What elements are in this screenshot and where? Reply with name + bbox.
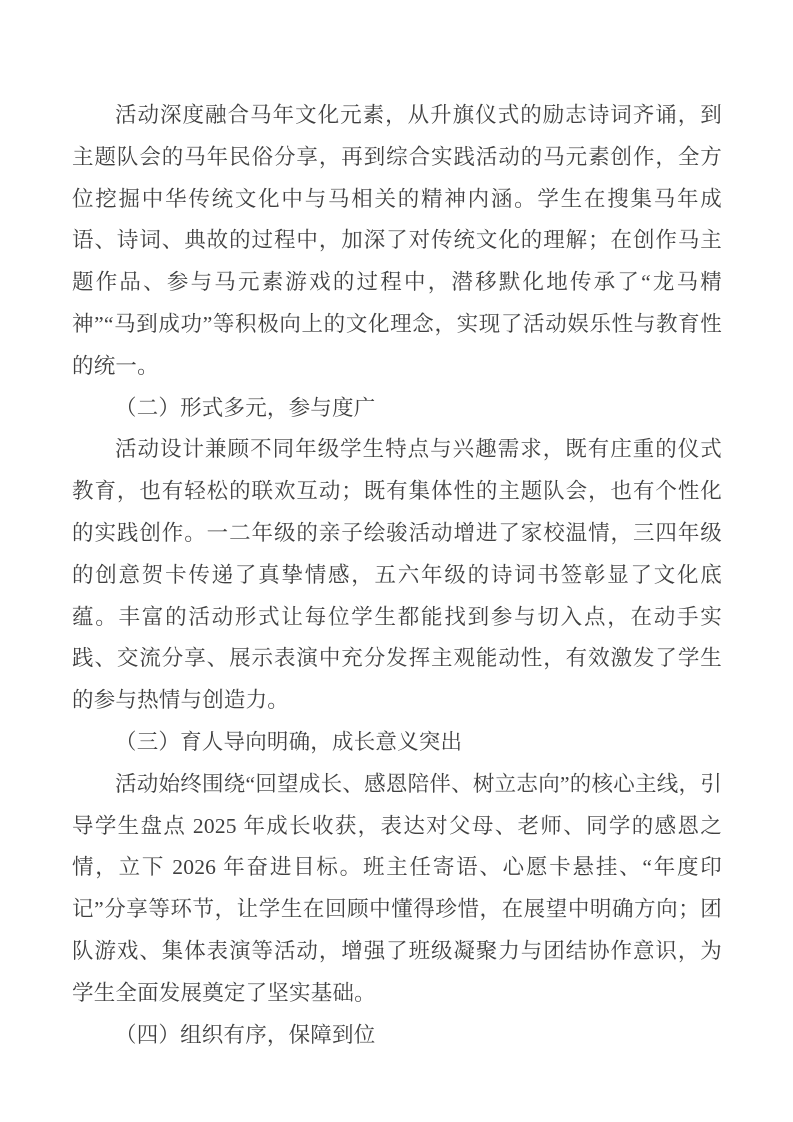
body-paragraph: 活动深度融合马年文化元素，从升旗仪式的励志诗词齐诵，到主题队会的马年民俗分享，再到综合实践活动的马元素创作，全方位挖掘中华传统文化中与马相关的精神内涵。学生在搜集马年成语、诗词、典故的过程中，加深了对传统文化的理解；在创作马主题作品、参与马元素游戏的过程中，潜移默化地传承了“龙马精神”“马到成功”等积极向上的文化理念，实现了活动娱乐性与教育性的统一。: [72, 103, 722, 378]
section-heading: （二）形式多元，参与度广: [115, 395, 376, 420]
body-paragraph: 活动始终围绕“回望成长、感恩陪伴、树立志向”的核心主线，引导学生盘点 2025 年成长收获，表达对父母、老师、同学的感恩之情，立下 2026 年奋进目标。班主任寄语、心愿卡悬挂、“年度印记”分享等环节，让学生在回顾中懂得珍惜，在展望中明确方向；团队游戏、集体表演等活动，增强了班级凝聚力与团结协作意识，为学生全面发展奠定了坚实基础。: [72, 771, 722, 1005]
body-paragraph: 活动设计兼顾不同年级学生特点与兴趣需求，既有庄重的仪式教育，也有轻松的联欢互动；既有集体性的主题队会，也有个性化的实践创作。一二年级的亲子绘骏活动增进了家校温情，三四年级的创意贺卡传递了真挚情感，五六年级的诗词书签彰显了文化底蕴。丰富的活动形式让每位学生都能找到参与切入点，在动手实践、交流分享、展示表演中充分发挥主观能动性，有效激发了学生的参与热情与创造力。: [72, 437, 722, 713]
document-body: [72, 95, 722, 1056]
section-heading: （四）组织有序，保障到位: [115, 1022, 376, 1047]
section-heading: （三）育人导向明确，成长意义突出: [115, 729, 463, 754]
